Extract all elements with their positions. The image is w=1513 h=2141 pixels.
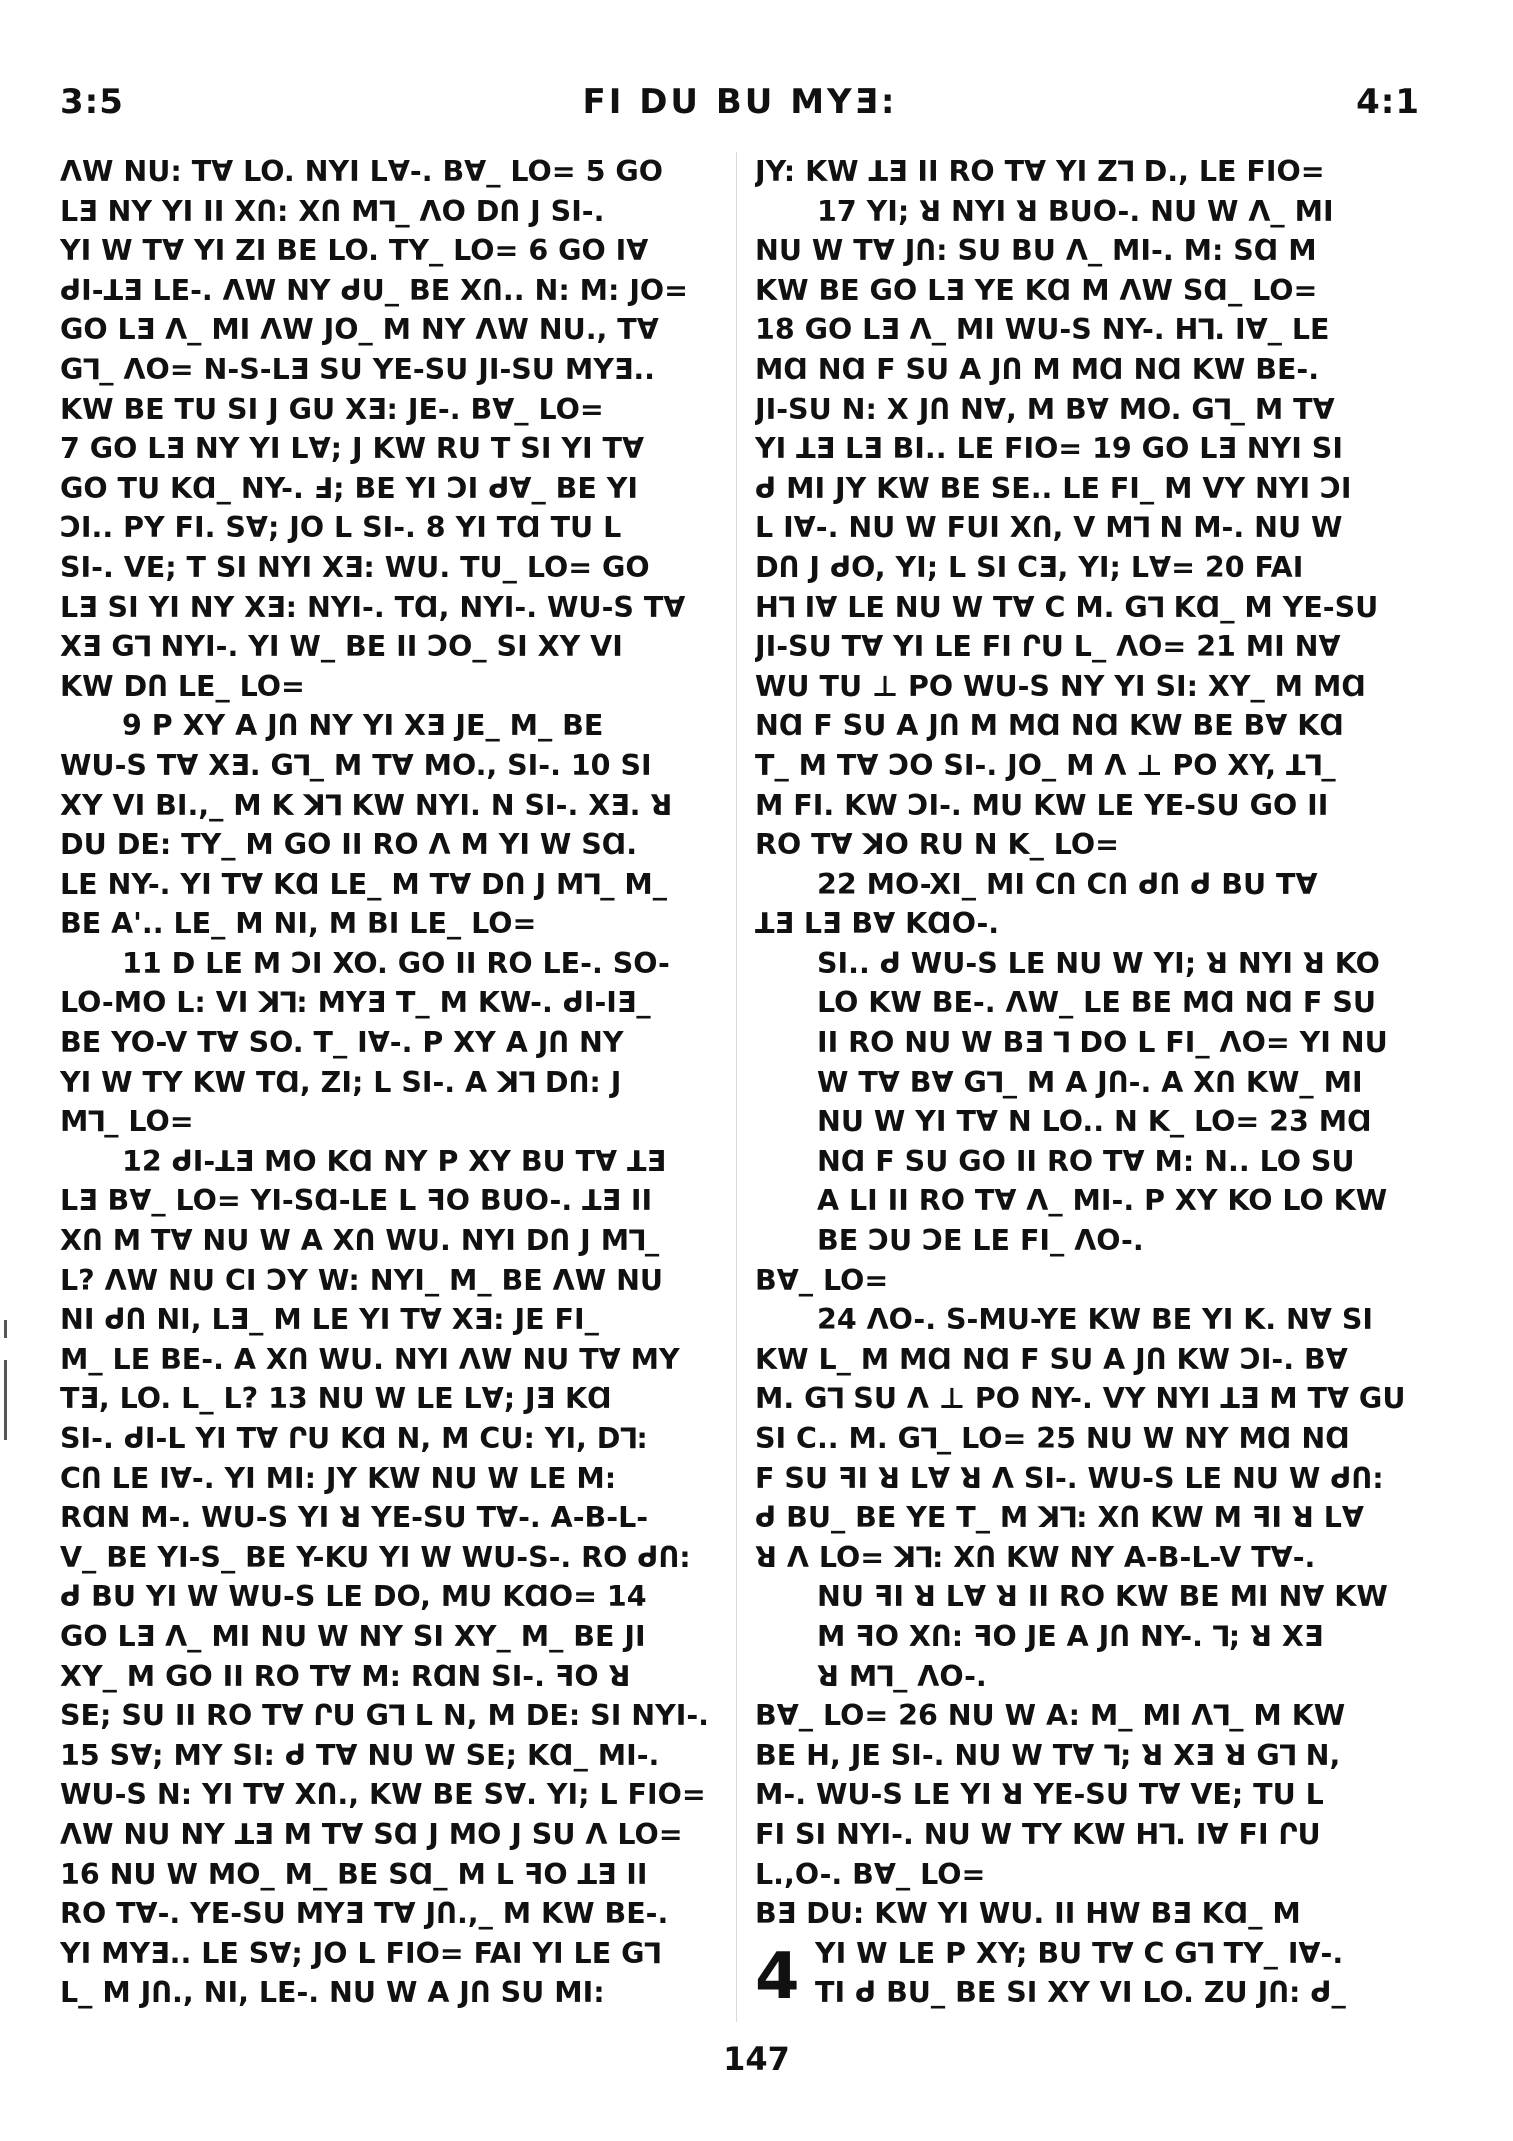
text-line: JI-SU N: X JՈ NⱯ, M BⱯ MO. Gꓶ_ M TⱯ <box>755 392 1335 426</box>
text-line: XƎ Gꓶ NYI-. YI W_ BE ⅠI ƆO_ SI XY VI <box>60 630 623 664</box>
text-line: NU ꟻI ꓤ LⱯ ꓤ ⅠI RO KW BE MI NⱯ KW <box>817 1580 1388 1614</box>
text-line: M FI. KW ƆI-. MU KW LE YE-SU GO ⅠI <box>755 788 1329 822</box>
chapter-text-line: TI ᑯ BU_ BE SI XY VI LO. ZU JՈ: ᑯ_ <box>815 1976 1346 2010</box>
text-line: ꓤ Mꓶ_ ΛO-. <box>817 1659 987 1693</box>
text-line: RO TⱯ-. YE-SU MYƎ TⱯ JՈ.,_ M KW BE-. <box>60 1897 669 1931</box>
text-line: NⱭ F SU GO ⅠI RO TⱯ M: N.. LO SU <box>817 1144 1355 1178</box>
text-line: L_ M JՈ., NI, LE-. NU W A JՈ SU MI: <box>60 1976 605 2010</box>
text-line: NU W YI TⱯ N LO.. N K_ LO= 23 MⱭ <box>817 1105 1372 1139</box>
left-text-column <box>60 152 720 2022</box>
chapter-verse-start: 3:5 <box>60 82 124 122</box>
text-line: SI.. ᑯ WU-S LE NU W YI; ꓤ NYI ꓤ KO <box>817 946 1380 980</box>
text-line: M-. WU-S LE YI ꓤ YE-SU TⱯ VE; TU L <box>755 1778 1324 1812</box>
page-header <box>60 82 1420 132</box>
text-line: M ꟻO XՈ: ꟻO JE A JՈ NY-. ꓶ; ꓤ XƎ <box>817 1619 1324 1653</box>
text-line: L.,O-. BⱯ_ LO= <box>755 1857 986 1891</box>
text-line: WU TU ⊥ PO WU-S NY YI SI: XY_ M MⱭ <box>755 669 1366 703</box>
text-line: CՈ LE ⅠⱯ-. YI MI: JY KW NU W LE M: <box>60 1461 617 1495</box>
text-line: XY VI BI.,_ M K ꓘꓶ KW NYI. N SI-. XƎ. ꓤ <box>60 788 673 822</box>
chapter-heading: BƎ DU: KW YI WU. ⅠI HW BƎ KⱭ_ M <box>755 1897 1301 1931</box>
text-line: BE A'.. LE_ M NI, M BI LE_ LO= <box>60 907 537 941</box>
text-line: ꓕƎ LƎ BⱯ KⱭO-. <box>755 907 1000 941</box>
text-line: ⅠI RO NU W BƎ ꓶ DO L FI_ ΛO= YI NU <box>817 1026 1388 1060</box>
text-line: RⱭN M-. WU-S YI ꓤ YE-SU TⱯ-. A-B-L- <box>60 1501 649 1535</box>
text-line: F SU ꟻI ꓤ LⱯ ꓤ Λ SI-. WU-S LE NU W ᑯՈ: <box>755 1461 1384 1495</box>
text-line: GO LƎ Λ_ MI ΛW JO_ M NY ΛW NU., TⱯ <box>60 313 659 347</box>
text-line: 7 GO LƎ NY YI LⱯ; J KW RU T SI YI TⱯ <box>60 432 645 466</box>
text-line: BE H, JE SI-. NU W TⱯ ꓶ; ꓤ XƎ ꓤ Gꓶ N, <box>755 1738 1341 1772</box>
text-line: SI C.. M. Gꓶ_ LO= 25 NU W NY MⱭ NⱭ <box>755 1422 1350 1455</box>
text-line: WU-S TⱯ XƎ. Gꓶ_ M TⱯ MO., SI-. 10 SI <box>60 748 652 782</box>
text-line: SI-. ᑯI-L YI TⱯ ՐU KⱭ N, M CU: YI, Dꓶ: <box>60 1422 648 1455</box>
text-line: 15 SⱯ; MY SI: ᑯ TⱯ NU W SE; KⱭ_ MI-. <box>60 1738 660 1772</box>
text-line: YI ꓕƎ LƎ BI.. LE FIO= 19 GO LƎ NYI SI <box>755 432 1343 466</box>
text-line: 16 NU W MO_ M_ BE SⱭ_ M L ꟻO ꓕƎ ⅠI <box>60 1857 648 1891</box>
text-line: WU-S N: YI TⱯ XՈ., KW BE SⱯ. YI; L FIO= <box>60 1778 706 1812</box>
text-line: XY_ M GO ⅠI RO TⱯ M: RⱭN SI-. ꟻO ꓤ <box>60 1659 631 1693</box>
text-line: NI ᑯՈ NI, LƎ_ M LE YI TⱯ XƎ: JE FI_ <box>60 1303 599 1337</box>
text-line: DՈ J ᑯO, YI; L SI CƎ, YI; LⱯ= 20 FAI <box>755 550 1304 584</box>
edge-mark <box>4 1320 7 1338</box>
text-line: BⱯ_ LO= <box>755 1263 889 1297</box>
text-line: ᑯ MI JY KW BE SE.. LE FI_ M VY NYI ƆI <box>755 471 1352 505</box>
text-line: YI MYƎ.. LE SⱯ; JO L FIO= FAI YI LE Gꓶ <box>60 1936 661 1970</box>
right-text-column <box>755 152 1420 2022</box>
column-divider <box>736 152 737 2022</box>
text-line: NU W TⱯ JՈ: SU BU Λ_ MI-. M: SⱭ M <box>755 234 1317 268</box>
text-line: BⱯ_ LO= 26 NU W A: M_ MI Λꓶ_ M KW <box>755 1699 1346 1733</box>
text-line: M_ LE BE-. A XՈ WU. NYI ΛW NU TⱯ MY <box>60 1342 680 1376</box>
edge-mark <box>4 1360 7 1440</box>
text-line: YI W TY KW TⱭ, ZI; L SI-. A ꓘꓶ DՈ: J <box>60 1065 622 1099</box>
text-line: DU DE: TY_ M GO ⅠI RO Λ M YI W SⱭ. <box>60 828 638 862</box>
text-line: YI W TⱯ YI ZI BE LO. TY_ LO= 6 GO ⅠⱯ <box>60 234 649 268</box>
text-line: A LI ⅠI RO TⱯ Λ_ MI-. P XY KO LO KW <box>817 1184 1388 1218</box>
book-title: FI DU BU MYƎ: <box>582 82 898 122</box>
text-line: SE; SU ⅠI RO TⱯ ՐU Gꓶ L N, M DE: SI NYI-. <box>60 1699 709 1733</box>
chapter-text-line: YI W LE P XY; BU TⱯ C Gꓶ TY_ ⅠⱯ-. <box>815 1936 1344 1970</box>
text-line: FI SI NYI-. NU W TY KW Hꓶ. ⅠⱯ FI ՐU <box>755 1817 1321 1851</box>
text-line: 24 ΛO-. S-MU-YE KW BE YI K. NⱯ SI <box>817 1303 1374 1337</box>
text-line: JI-SU TⱯ YI LE FI ՐU L_ ΛO= 21 MI NⱯ <box>755 630 1341 664</box>
text-line: GO TU KⱭ_ NY-. Ⅎ; BE YI ƆI ᑯⱯ_ BE YI <box>60 471 638 505</box>
text-line: V_ BE YI-S_ BE Y-KU YI W WU-S-. RO ᑯՈ: <box>60 1540 691 1574</box>
text-line: LO-MO L: VI ꓘꓶ: MYƎ T_ M KW-. ᑯI-ⅠƎ_ <box>60 986 651 1020</box>
text-line: ᑯI-ꓕƎ LE-. ΛW NY ᑯU_ BE XՈ.. N: M: JO= <box>60 273 689 307</box>
text-line: L ⅠⱯ-. NU W FUI XՈ, V Mꓶ N M-. NU W <box>755 511 1343 545</box>
text-line: 12 ᑯI-ꓕƎ MO KⱭ NY P XY BU TⱯ ꓕƎ <box>122 1144 666 1178</box>
text-line: LƎ NY YI ⅠI XՈ: XՈ Mꓶ_ ΛO DՈ J SI-. <box>60 194 605 228</box>
chapter-number: 4 <box>755 1939 800 2014</box>
text-line: ΛW NU: TⱯ LO. NYI LⱯ-. BⱯ_ LO= 5 GO <box>60 155 663 188</box>
text-line: LƎ BⱯ_ LO= YI-SⱭ-LE L ꟻO BUO-. ꓕƎ ⅠI <box>60 1184 653 1218</box>
text-line: RO TⱯ ꓘO RU N K_ LO= <box>755 828 1120 862</box>
text-line: XՈ M TⱯ NU W A XՈ WU. NYI DՈ J Mꓶ_ <box>60 1224 660 1258</box>
text-line: ƆI.. PY FI. SⱯ; JO L SI-. 8 YI TⱭ TU L <box>60 511 622 545</box>
text-line: 22 MO-XI_ MI CՈ CՈ ᑯՈ ᑯ BU TⱯ <box>817 867 1318 901</box>
text-line: Hꓶ ⅠⱯ LE NU W TⱯ C M. Gꓶ KⱭ_ M YE-SU <box>755 590 1379 624</box>
text-line: MⱭ NⱭ F SU A JՈ M MⱭ NⱭ KW BE-. <box>755 352 1320 386</box>
text-line: Mꓶ_ LO= <box>60 1105 194 1139</box>
text-line: KW DՈ LE_ LO= <box>60 669 305 703</box>
text-line: SI-. VE; T SI NYI XƎ: WU. TU_ LO= GO <box>60 550 650 584</box>
text-line: L? ΛW NU CI ƆY W: NYI_ M_ BE ΛW NU <box>60 1263 664 1297</box>
text-line: Gꓶ_ ΛO= N-S-LƎ SU YE-SU JI-SU MYƎ.. <box>60 352 655 386</box>
text-line: BE ƆU ƆE LE FI_ ΛO-. <box>817 1224 1144 1258</box>
text-line: 9 P XY A JՈ NY YI XƎ JE_ M_ BE <box>122 709 604 743</box>
text-line: M. Gꓶ SU Λ ⊥ PO NY-. VY NYI ꓕƎ M TⱯ GU <box>755 1382 1406 1416</box>
text-line: BE YO-V TⱯ SO. T_ ⅠⱯ-. P XY A JՈ NY <box>60 1026 624 1060</box>
text-line: KW BE TU SI J GU XƎ: JE-. BⱯ_ LO= <box>60 392 604 426</box>
text-line: 11 D LE M ƆI XO. GO ⅠI RO LE-. SO- <box>122 946 670 980</box>
page-number: 147 <box>723 2040 790 2078</box>
text-line: W TⱯ BⱯ Gꓶ_ M A JՈ-. A XՈ KW_ MI <box>817 1065 1363 1099</box>
chapter-4-start <box>755 1934 1420 2013</box>
text-line: KW BE GO LƎ YE KⱭ M ΛW SⱭ_ LO= <box>755 273 1318 307</box>
text-line: LE NY-. YI TⱯ KⱭ LE_ M TⱯ DՈ J Mꓶ_ M_ <box>60 867 668 901</box>
text-line: TƎ, LO. L_ L? 13 NU W LE LⱯ; JƎ KⱭ <box>60 1382 612 1416</box>
text-line: ΛW NU NY ꓕƎ M TⱯ SⱭ J MO J SU Λ LO= <box>60 1817 683 1851</box>
text-line: GO LƎ Λ_ MI NU W NY SI XY_ M_ BE JI <box>60 1619 646 1653</box>
text-line: ᑯ BU YI W WU-S LE DO, MU KⱭO= 14 <box>60 1580 647 1614</box>
text-line: KW L_ M MⱭ NⱭ F SU A JՈ KW ƆI-. BⱯ <box>755 1342 1348 1376</box>
scan-edge-marks <box>4 1320 10 1480</box>
text-line: LO KW BE-. ΛW_ LE BE MⱭ NⱭ F SU <box>817 986 1376 1020</box>
text-line: ꓤ Λ LO= ꓘꓶ: XՈ KW NY A-B-L-V TⱯ-. <box>755 1540 1316 1574</box>
text-line: T_ M TⱯ ƆO SI-. JO_ M Λ ⊥ PO XY, ꓕꓶ_ <box>755 748 1336 782</box>
text-line: 18 GO LƎ Λ_ MI WU-S NY-. Hꓶ. ⅠⱯ_ LE <box>755 313 1330 347</box>
text-line: JY: KW ꓕƎ ⅠI RO TⱯ YI Zꓶ D., LE FIO= <box>755 155 1325 188</box>
text-line: LƎ SI YI NY XƎ: NYI-. TⱭ, NYI-. WU-S TⱯ <box>60 590 686 624</box>
text-line: ᑯ BU_ BE YE T_ M ꓘꓶ: XՈ KW M ꟻI ꓤ LⱯ <box>755 1501 1364 1535</box>
chapter-verse-end: 4:1 <box>1356 82 1420 122</box>
text-line: NⱭ F SU A JՈ M MⱭ NⱭ KW BE BⱯ KⱭ <box>755 709 1344 743</box>
text-line: 17 YI; ꓤ NYI ꓤ BUO-. NU W Λ_ MI <box>817 194 1334 228</box>
